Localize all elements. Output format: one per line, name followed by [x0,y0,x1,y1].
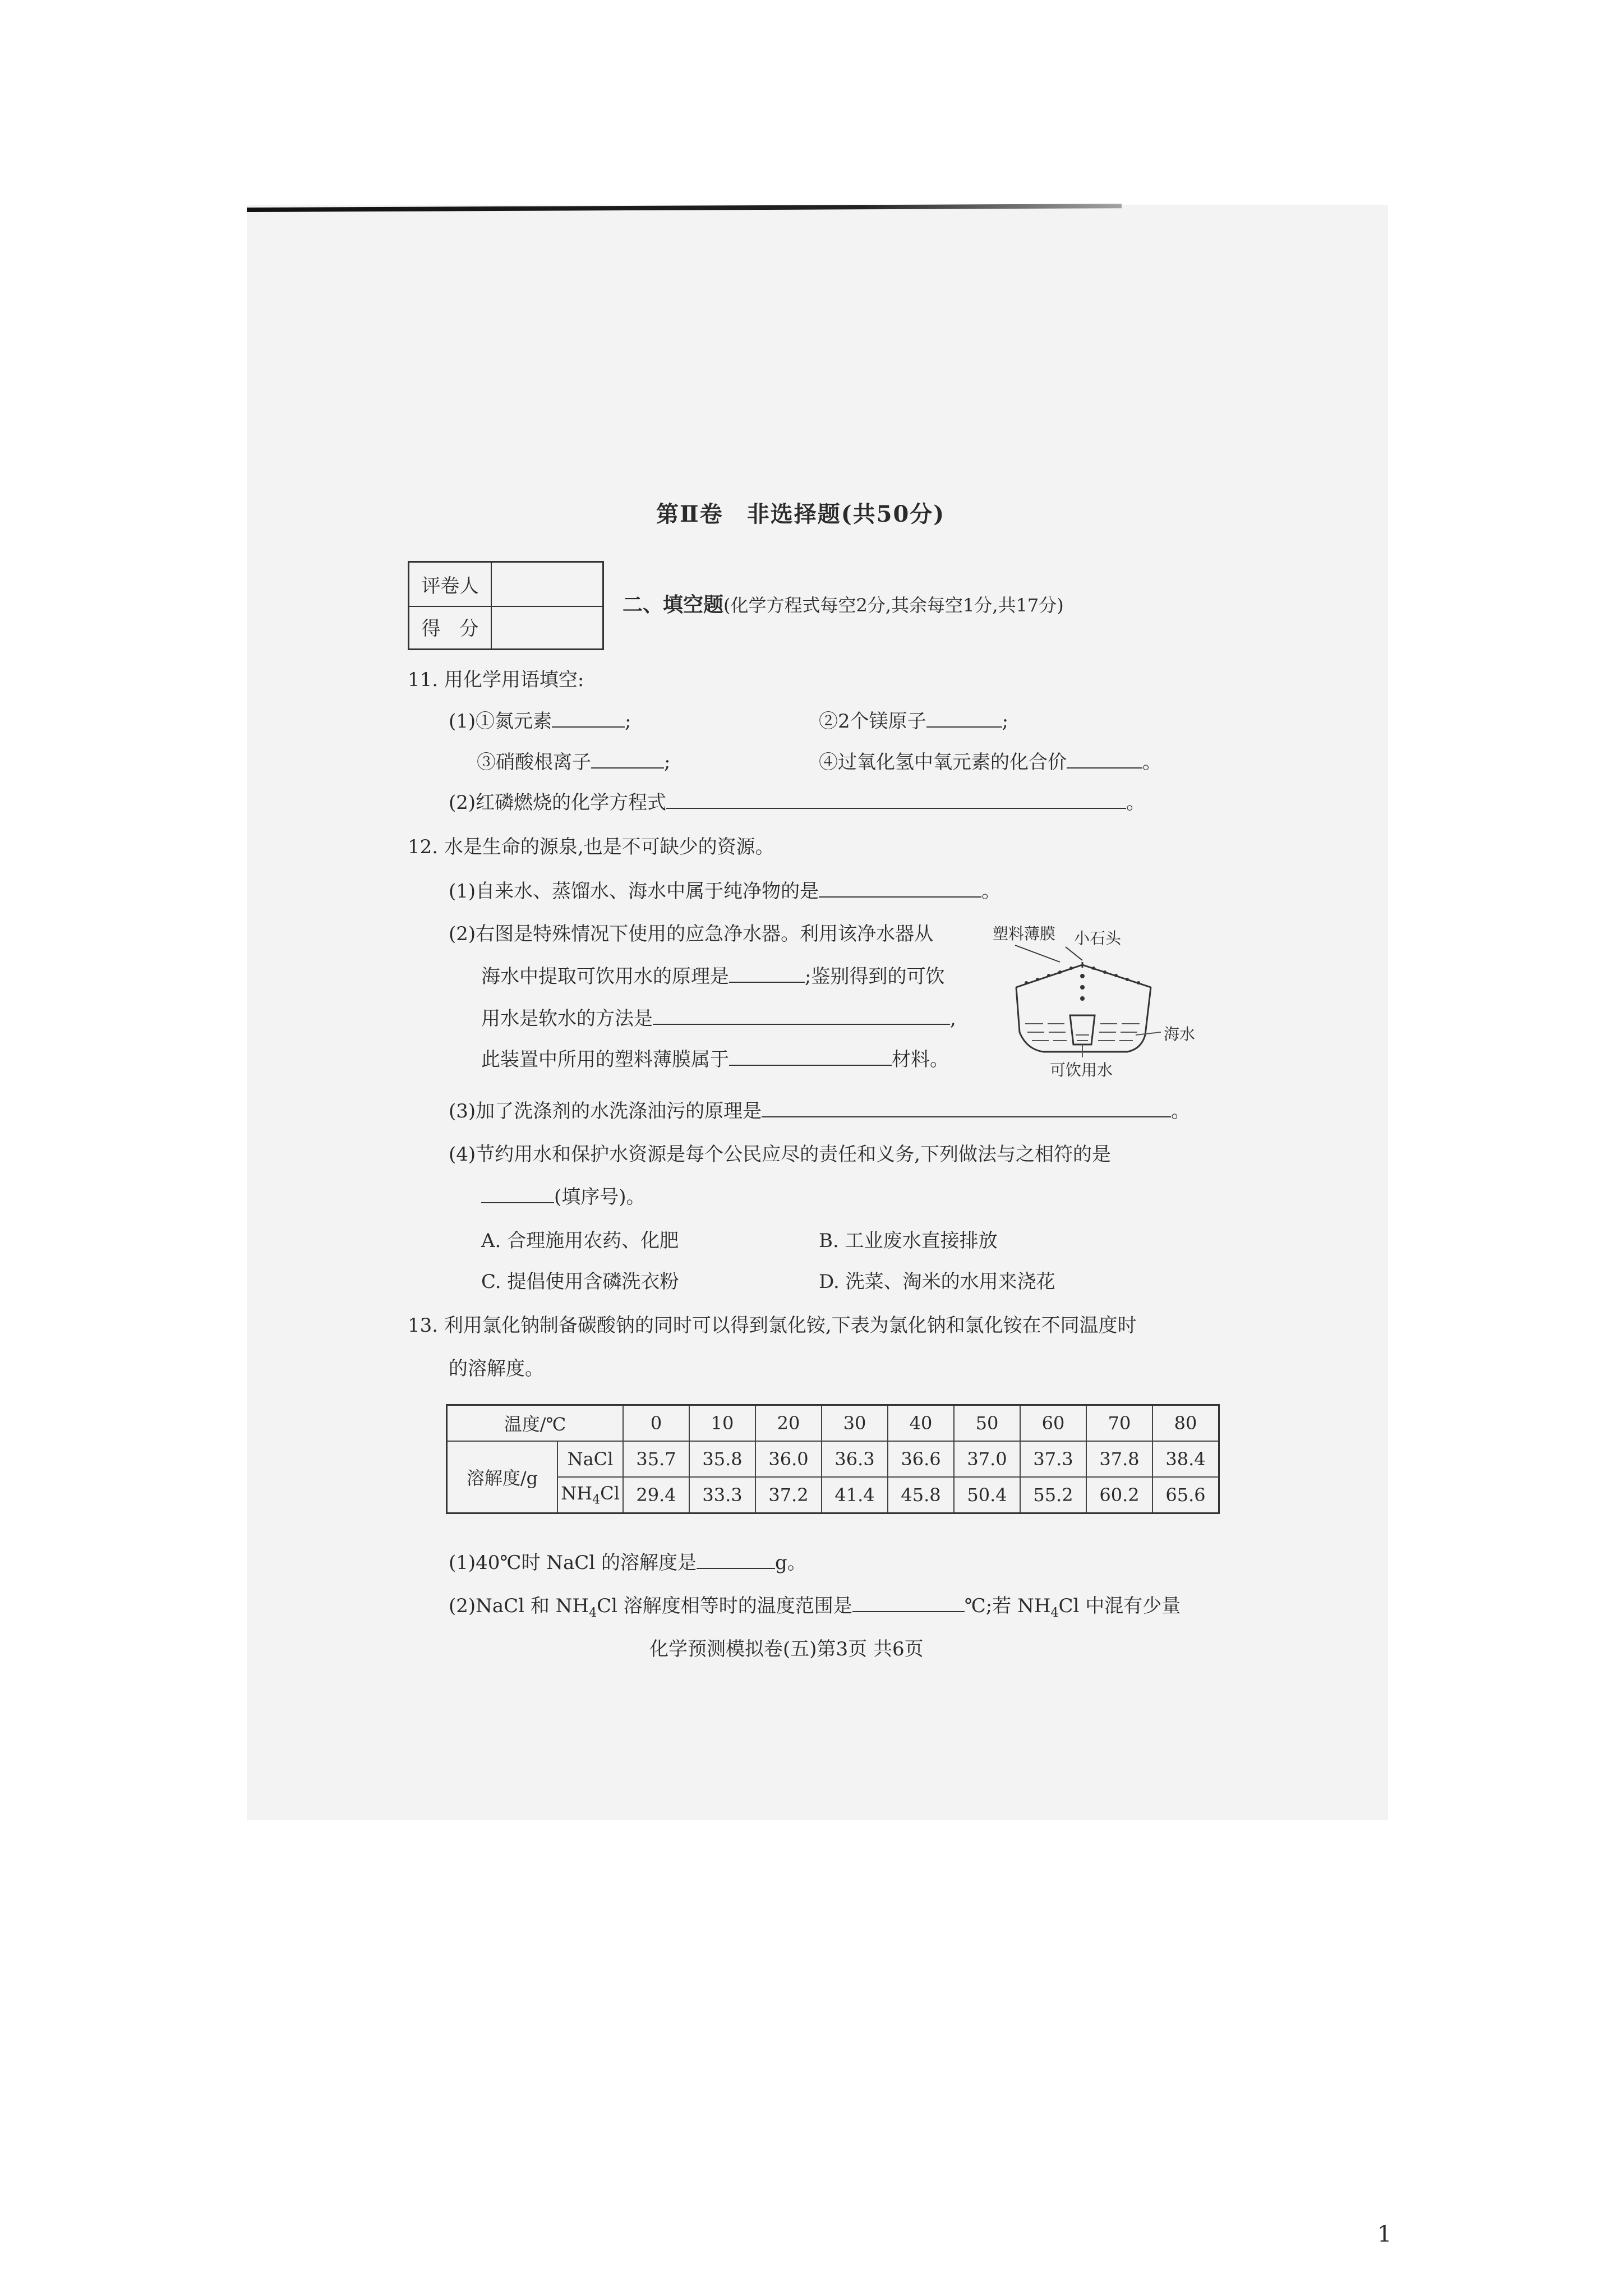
q12-1: (1)自来水、蒸馏水、海水中属于纯净物的是 。 [449,880,1001,903]
nh4cl-label: $NH_4Cl$ [557,1477,623,1513]
q12-2-line1: (2)右图是特殊情况下使用的应急净水器。利用该净水器从 [449,923,934,945]
score-label: 得 分 [409,606,492,649]
option-d: D. 洗菜、淘米的水用来浇花 [819,1271,1055,1293]
q12-stem: 12. 水是生命的源泉,也是不可缺少的资源。 [408,836,774,858]
table-cell: 45.8 [888,1477,954,1513]
table-cell: 35.8 [689,1441,755,1477]
q12-3: (3)加了洗涤剂的水洗涤油污的原理是 。 [449,1100,1191,1122]
table-cell: 50 [954,1405,1020,1442]
fig-label-stone: 小石头 [1074,929,1122,947]
table-cell: 40 [888,1405,954,1442]
table-row [447,1477,1219,1513]
page-footer: 化学预测模拟卷(五)第3页 共6页 [649,1638,924,1660]
option-c: C. 提倡使用含磷洗衣粉 [481,1271,679,1293]
q11-stem: 11. 用化学用语填空: [408,669,584,691]
table-cell: 37.3 [1020,1441,1086,1477]
table-cell: 37.0 [954,1441,1020,1477]
table-cell: 36.3 [822,1441,888,1477]
table-cell: 37.2 [755,1477,822,1513]
q12-2-line3: 用水是软水的方法是 , [481,1007,956,1030]
table-cell: 55.2 [1020,1477,1086,1513]
q13-2: (2)NaCl 和 $NH_4Cl$ 溶解度相等时的温度范围是 ℃;若 $NH_4Cl$ 中混有少量 [449,1595,1181,1620]
fig-label-drink: 可饮用水 [1050,1061,1113,1079]
table-row [447,1405,1219,1442]
nacl-label: NaCl [557,1441,623,1477]
fig-label-sea: 海水 [1164,1025,1196,1043]
table-cell: 33.3 [689,1477,755,1513]
table-cell: 36.0 [755,1441,822,1477]
table-cell: 10 [689,1405,755,1442]
table-cell: 0 [623,1405,689,1442]
table-cell: 37.8 [1086,1441,1152,1477]
q11-1a: (1)①氮元素 ; [449,710,631,733]
q13-stem-line2: 的溶解度。 [449,1358,544,1380]
solubility-table [446,1404,1220,1514]
q12-2-line2: 海水中提取可饮用水的原理是 ;鉴别得到的可饮 [481,965,945,988]
table-cell: 30 [822,1405,888,1442]
grader-label: 评卷人 [409,563,492,606]
score-box [408,561,604,650]
table-cell: 70 [1086,1405,1152,1442]
option-a: A. 合理施用农药、化肥 [481,1230,679,1252]
table-cell: 36.6 [888,1441,954,1477]
part2-heading: 二、填空题(化学方程式每空2分,其余每空1分,共17分) [623,593,1064,616]
temp-header: 温度/℃ [447,1405,624,1442]
q13-1: (1)40℃时 NaCl 的溶解度是 g。 [449,1552,806,1574]
table-cell: 65.6 [1152,1477,1219,1513]
q11-1d: ④过氧化氢中氧元素的化合价 。 [819,751,1161,774]
table-cell: 60 [1020,1405,1086,1442]
solubility-header: 溶解度/g [447,1441,558,1513]
q13-stem-line1: 13. 利用氯化钠制备碳酸钠的同时可以得到氯化铵,下表为氯化钠和氯化铵在不同温度时 [408,1314,1137,1337]
q12-2-line4: 此装置中所用的塑料薄膜属于 材料。 [481,1048,949,1071]
table-cell: 50.4 [954,1477,1020,1513]
q11-1c: ③硝酸根离子 ; [477,751,671,774]
q11-1b: ②2个镁原子 ; [819,710,1009,733]
table-cell: 20 [755,1405,822,1442]
page-number: 1 [1377,2221,1392,2247]
q12-4-line2: (填序号)。 [481,1185,645,1208]
table-cell: 29.4 [623,1477,689,1513]
table-cell: 35.7 [623,1441,689,1477]
q12-4-line1: (4)节约用水和保护水资源是每个公民应尽的责任和义务,下列做法与之相符的是 [449,1143,1111,1166]
table-cell: 38.4 [1152,1441,1219,1477]
table-cell: 41.4 [822,1477,888,1513]
fig-label-film: 塑料薄膜 [993,924,1056,943]
q11-2: (2)红磷燃烧的化学方程式 。 [449,792,1146,814]
table-row [447,1441,1219,1477]
table-cell: 80 [1152,1405,1219,1442]
table-cell: 60.2 [1086,1477,1152,1513]
section-title: 第Ⅱ卷 非选择题(共50分) [656,501,946,527]
option-b: B. 工业废水直接排放 [819,1230,998,1252]
